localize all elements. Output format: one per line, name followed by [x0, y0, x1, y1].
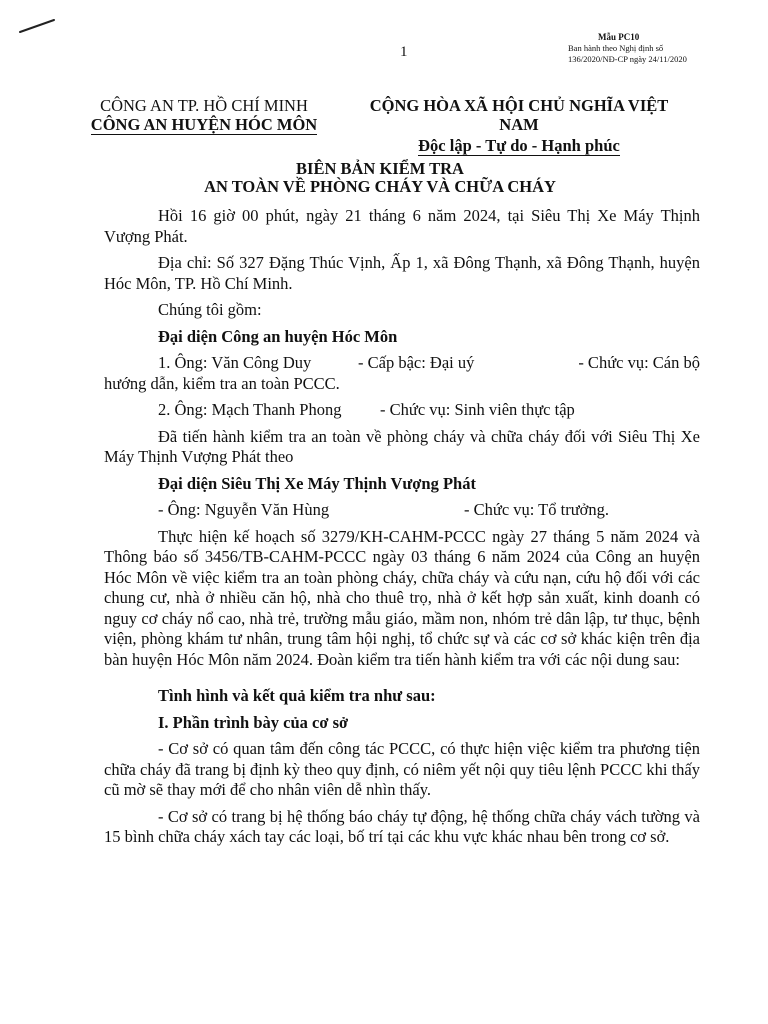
facility-rep-position: - Chức vụ: Tổ trưởng.: [464, 500, 610, 519]
facility-point-2: - Cơ sở có trang bị hệ thống báo cháy tự động, hệ thống chữa cháy vách tường và 15 bình chữa cháy xách tay các loại, bố trí tại các khu vực khác nhau bên trong cơ sở.: [104, 806, 700, 846]
time-place-paragraph: Hồi 16 giờ 00 phút, ngày 21 tháng 6 năm 2024, tại Siêu Thị Xe Máy Thịnh Vượng Phát.: [104, 206, 700, 246]
member-1-position: - Chức vụ: Cán bộ: [578, 353, 700, 372]
plan-paragraph: Thực hiện kế hoạch số 3279/KH-CAHM-PCCC ngày 27 tháng 5 năm 2024 và Thông báo số 3456/TB-CAHM-PCCC ngày 03 tháng 6 năm 2024 của Công an huyện Hóc Môn về việc kiểm tra an toàn phòng cháy, chữa cháy và cứu nạn, cứu hộ đối với các chung cư, nhà ở nhiều căn hộ, nhà cho thuê trọ, nhà ở kết hợp sản xuất, kinh doanh có nguy cơ cháy nổ cao, nhà trẻ, trường mẫu giáo, mầm non, nhóm trẻ dân lập, tư thục, bệnh viện, phòng khám tư nhân, trung tâm hội nghị, tổ chức sự và các cơ sở khác kiện trên địa bàn huyện Hóc Môn năm 2024. Đoàn kiểm tra tiến hành kiểm tra với các nội dung sau:: [104, 526, 700, 669]
member-1-row: [104, 353, 700, 374]
nation-name: CỘNG HÒA XÃ HỘI CHỦ NGHĨA VIỆT NAM: [369, 96, 669, 134]
title-line-2: AN TOÀN VỀ PHÒNG CHÁY VÀ CHỮA CHÁY: [204, 177, 556, 196]
facility-rep-name: - Ông: Nguyễn Văn Hùng: [158, 500, 330, 519]
issuing-agency-header: [84, 96, 324, 135]
pen-stroke-mark: [18, 14, 58, 36]
title-line-1: BIÊN BẢN KIỂM TRA: [296, 159, 464, 178]
agency-name: CÔNG AN TP. HỒ CHÍ MINH: [100, 96, 308, 115]
document-body: [104, 206, 700, 854]
form-decree-line2: 136/2020/NĐ-CP ngày 24/11/2020: [568, 54, 687, 64]
member-2-name: 2. Ông: Mạch Thanh Phong: [158, 400, 342, 419]
facility-rep-heading: Đại diện Siêu Thị Xe Máy Thịnh Vượng Phát: [158, 473, 476, 493]
national-header: [354, 96, 684, 156]
form-id: Mẫu PC10: [598, 32, 640, 42]
member-1-position-cont: hướng dẫn, kiểm tra an toàn PCCC.: [104, 373, 340, 393]
form-decree-line1: Ban hành theo Nghị định số: [568, 43, 664, 53]
member-2-position: - Chức vụ: Sinh viên thực tập: [380, 400, 575, 419]
member-1-name: 1. Ông: Văn Công Duy: [158, 353, 312, 372]
address-paragraph: Địa chỉ: Số 327 Đặng Thúc Vịnh, Ấp 1, xã Đông Thạnh, xã Đông Thạnh, huyện Hóc Môn, TP. Hồ Chí Minh.: [104, 253, 700, 293]
member-1-rank: - Cấp bậc: Đại uý: [358, 353, 475, 372]
police-rep-heading: Đại diện Công an huyện Hóc Môn: [158, 326, 398, 346]
member-2-row: [104, 400, 700, 421]
results-heading: Tình hình và kết quả kiểm tra như sau:: [158, 686, 436, 705]
document-title: [120, 160, 640, 196]
page-number: 1: [400, 44, 408, 60]
form-code-block: [562, 32, 712, 65]
inspection-conducted-paragraph: Đã tiến hành kiểm tra an toàn về phòng cháy và chữa cháy đối với Siêu Thị Xe Máy Thịnh Vượng Phát theo: [104, 426, 700, 466]
sub-agency-name: CÔNG AN HUYỆN HÓC MÔN: [90, 115, 318, 134]
we-include-line: Chúng tôi gồm:: [158, 300, 262, 319]
facility-point-1: - Cơ sở có quan tâm đến công tác PCCC, có thực hiện việc kiểm tra phương tiện chữa cháy đã trang bị định kỳ theo quy định, có niêm yết nội quy tiêu lệnh PCCC khi thấy cũ mờ sẽ thay mới để cho nhân viên dễ nhìn thấy.: [104, 739, 700, 799]
facility-rep-row: [104, 500, 700, 521]
section-1-heading: I. Phần trình bày của cơ sở: [158, 712, 349, 732]
national-motto: Độc lập - Tự do - Hạnh phúc: [418, 136, 620, 155]
